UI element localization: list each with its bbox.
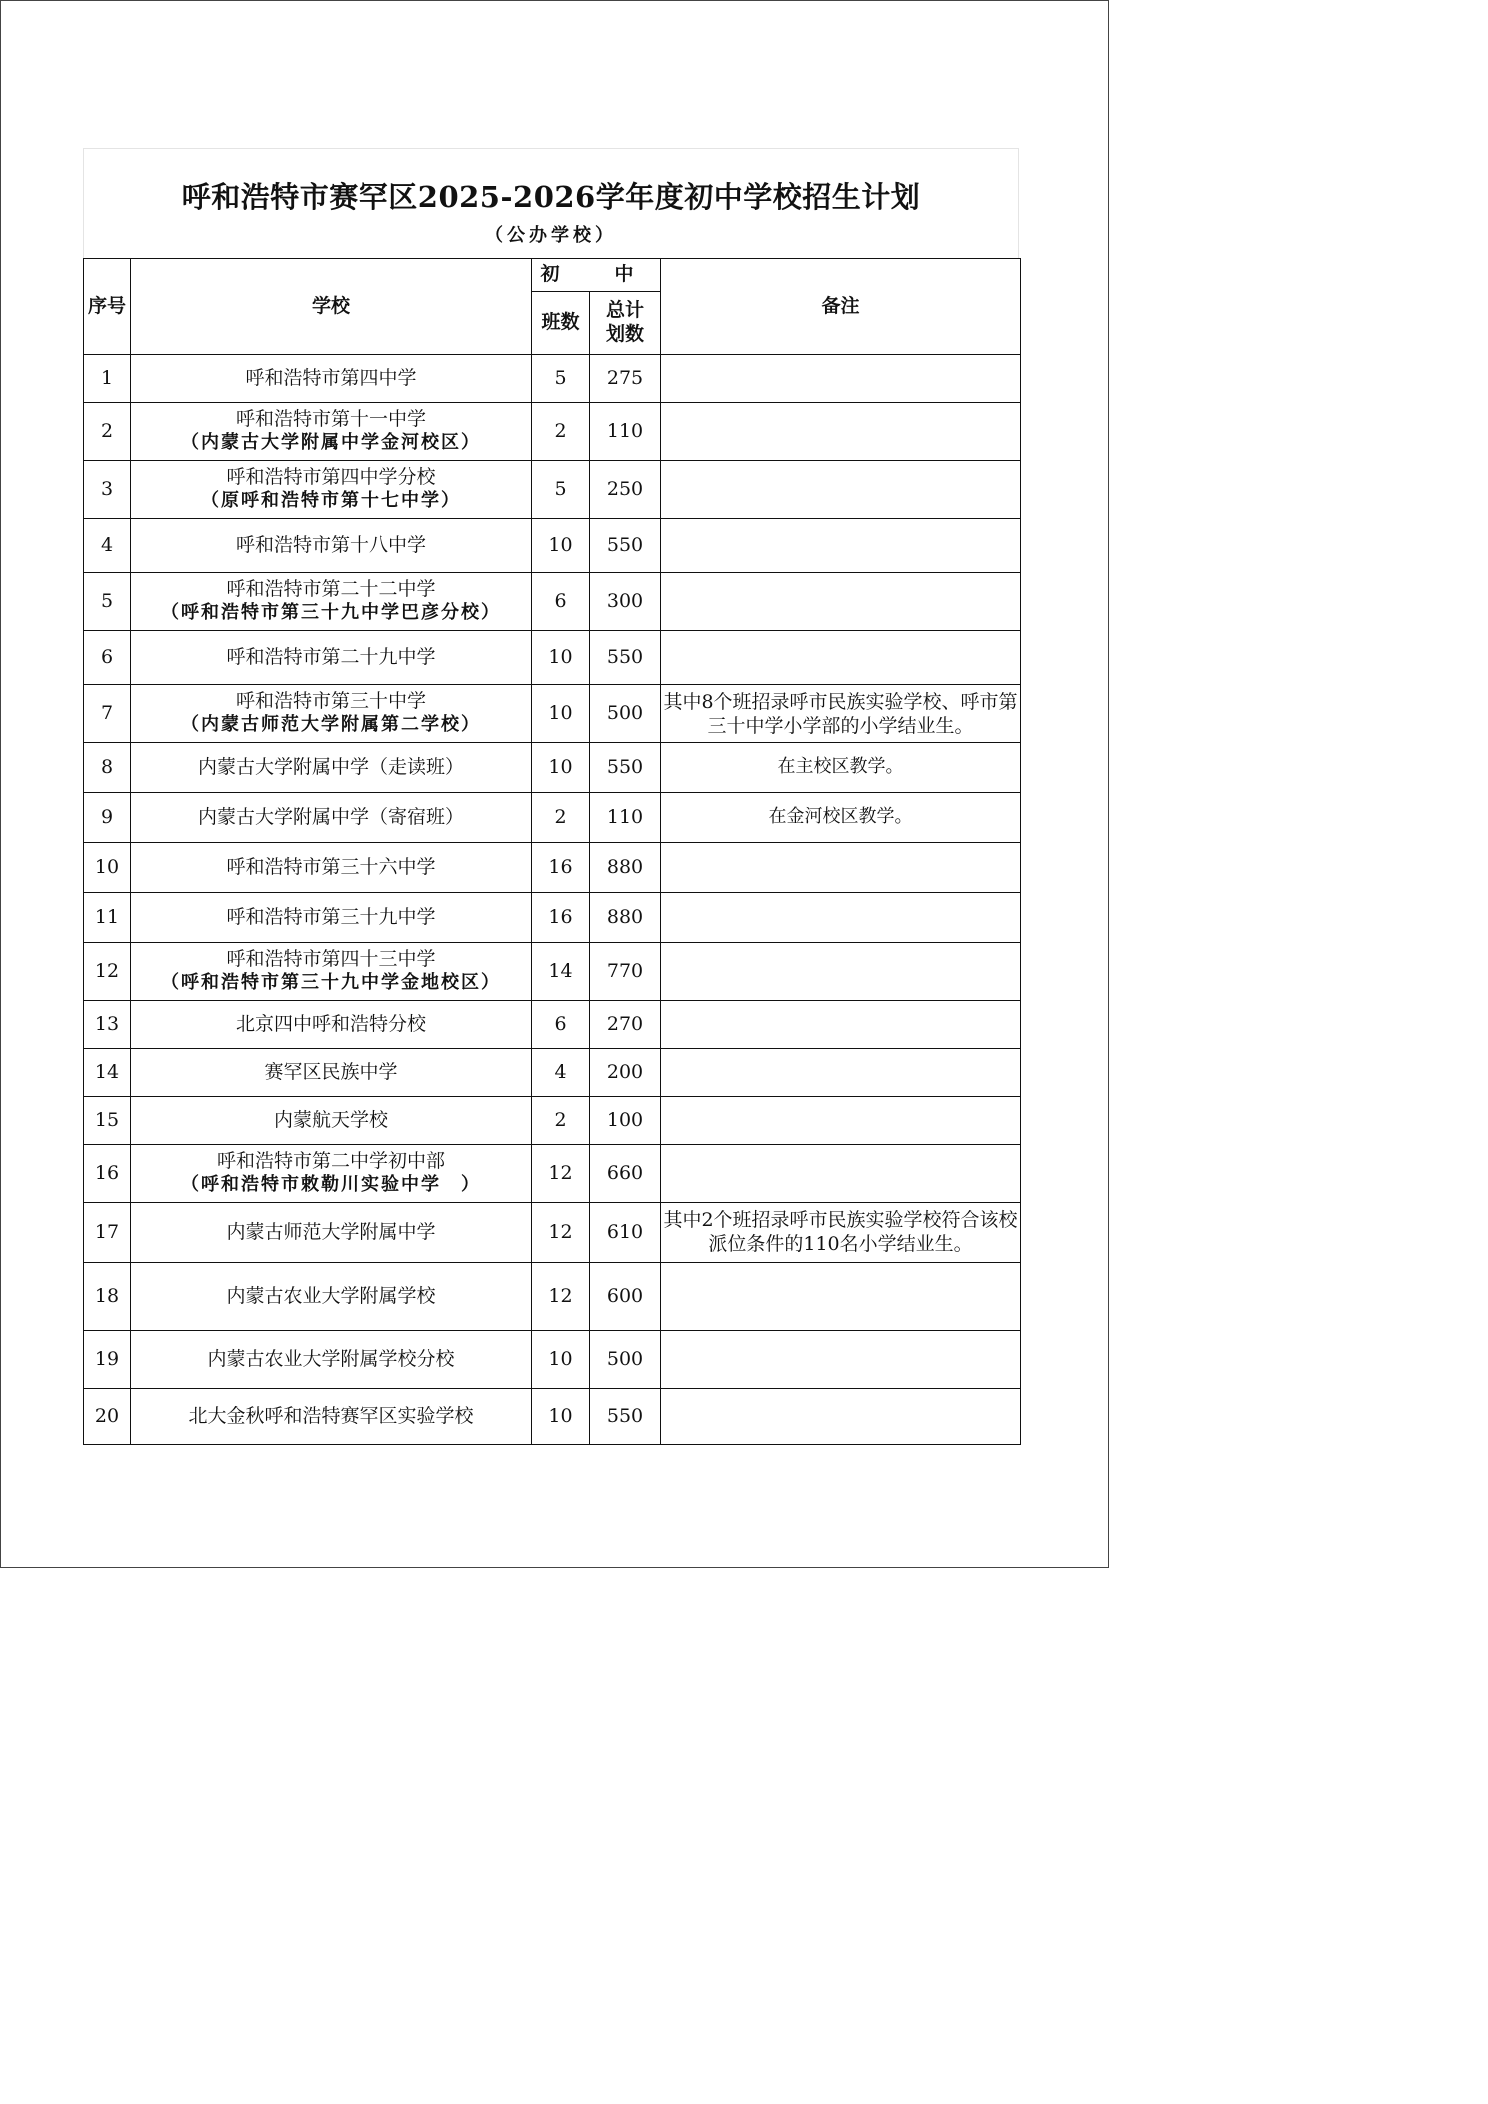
row-total: 880: [590, 893, 661, 943]
school-name: 呼和浩特市第三十中学: [235, 690, 426, 713]
row-total: 100: [590, 1097, 661, 1145]
table-row: [84, 573, 1021, 631]
row-remarks: 在金河校区教学。: [661, 793, 1021, 843]
row-remarks: [661, 943, 1021, 1001]
row-seq: 19: [84, 1331, 131, 1389]
row-seq: 11: [84, 893, 131, 943]
row-total: 300: [590, 573, 661, 631]
row-remarks: [661, 573, 1021, 631]
row-classes: 16: [532, 893, 590, 943]
row-remarks: [661, 1145, 1021, 1203]
row-classes: 16: [532, 843, 590, 893]
row-seq: 10: [84, 843, 131, 893]
row-school: [131, 461, 532, 519]
header-total: [590, 292, 661, 355]
table-row: [84, 1203, 1021, 1263]
table-row: [84, 1263, 1021, 1331]
row-remarks: [661, 355, 1021, 403]
row-total: 200: [590, 1049, 661, 1097]
row-classes: 6: [532, 573, 590, 631]
table-row: [84, 685, 1021, 743]
row-seq: 4: [84, 519, 131, 573]
row-classes: 10: [532, 685, 590, 743]
row-seq: 16: [84, 1145, 131, 1203]
school-alias: （原呼和浩特市第十七中学）: [201, 490, 461, 512]
row-total: 550: [590, 1389, 661, 1445]
table-row: [84, 403, 1021, 461]
table-row: [84, 893, 1021, 943]
table-row: [84, 793, 1021, 843]
school-name: 内蒙航天学校: [273, 1108, 388, 1131]
row-remarks: 在主校区教学。: [661, 743, 1021, 793]
row-school: [131, 893, 532, 943]
header-total-line2: 划数: [606, 323, 645, 345]
row-seq: 3: [84, 461, 131, 519]
row-school: [131, 1389, 532, 1445]
row-classes: 5: [532, 461, 590, 519]
table-row: [84, 1389, 1021, 1445]
school-name: 内蒙古师范大学附属中学: [226, 1220, 436, 1243]
table-row: [84, 943, 1021, 1001]
row-total: 550: [590, 743, 661, 793]
row-total: 550: [590, 631, 661, 685]
row-school: [131, 843, 532, 893]
row-remarks: [661, 1001, 1021, 1049]
row-total: 610: [590, 1203, 661, 1263]
row-total: 550: [590, 519, 661, 573]
school-name: 内蒙古大学附属中学（走读班）: [197, 755, 464, 778]
school-alias: （呼和浩特市敕勒川实验中学 ）: [181, 1174, 481, 1196]
table-row: [84, 1001, 1021, 1049]
row-total: 600: [590, 1263, 661, 1331]
row-school: [131, 1049, 532, 1097]
row-classes: 12: [532, 1263, 590, 1331]
row-school: [131, 1263, 532, 1331]
row-remarks: [661, 1331, 1021, 1389]
school-name: 呼和浩特市第十八中学: [235, 533, 426, 556]
school-name: 内蒙古农业大学附属学校: [226, 1284, 436, 1307]
row-remarks: [661, 519, 1021, 573]
school-name: 赛罕区民族中学: [264, 1060, 398, 1083]
header-school: 学校: [131, 259, 532, 355]
row-seq: 1: [84, 355, 131, 403]
row-remarks: [661, 631, 1021, 685]
school-name: 呼和浩特市第四十三中学: [226, 948, 436, 971]
table-row: [84, 461, 1021, 519]
row-seq: 20: [84, 1389, 131, 1445]
row-total: 660: [590, 1145, 661, 1203]
row-seq: 13: [84, 1001, 131, 1049]
row-school: [131, 1145, 532, 1203]
table-row: [84, 631, 1021, 685]
row-school: [131, 1001, 532, 1049]
header-total-line1: 总计: [606, 299, 645, 322]
row-total: 250: [590, 461, 661, 519]
row-school: [131, 519, 532, 573]
school-name: 呼和浩特市第二中学初中部: [216, 1150, 445, 1173]
row-classes: 10: [532, 519, 590, 573]
row-remarks: 其中2个班招录呼市民族实验学校符合该校派位条件的110名小学结业生。: [661, 1203, 1021, 1263]
row-seq: 18: [84, 1263, 131, 1331]
school-alias: （呼和浩特市第三十九中学巴彦分校）: [161, 602, 501, 624]
row-seq: 14: [84, 1049, 131, 1097]
school-name: 呼和浩特市第二十九中学: [226, 645, 436, 668]
row-seq: 12: [84, 943, 131, 1001]
row-total: 275: [590, 355, 661, 403]
row-school: [131, 743, 532, 793]
row-total: 770: [590, 943, 661, 1001]
row-classes: 2: [532, 403, 590, 461]
row-school: [131, 573, 532, 631]
table-row: [84, 743, 1021, 793]
row-school: [131, 943, 532, 1001]
row-school: [131, 355, 532, 403]
row-classes: 10: [532, 631, 590, 685]
row-total: 110: [590, 793, 661, 843]
row-classes: 12: [532, 1203, 590, 1263]
row-classes: 5: [532, 355, 590, 403]
row-school: [131, 1331, 532, 1389]
table-row: [84, 355, 1021, 403]
school-name: 呼和浩特市第十一中学: [235, 408, 426, 431]
school-alias: （内蒙古大学附属中学金河校区）: [181, 432, 481, 454]
row-classes: 2: [532, 1097, 590, 1145]
school-name: 呼和浩特市第三十六中学: [226, 855, 436, 878]
row-remarks: [661, 1049, 1021, 1097]
row-classes: 14: [532, 943, 590, 1001]
row-school: [131, 685, 532, 743]
row-seq: 9: [84, 793, 131, 843]
school-name: 北京四中呼和浩特分校: [235, 1012, 426, 1035]
row-total: 500: [590, 685, 661, 743]
school-alias: （呼和浩特市第三十九中学金地校区）: [161, 972, 501, 994]
table-row: [84, 1049, 1021, 1097]
table-row: [84, 1097, 1021, 1145]
row-seq: 5: [84, 573, 131, 631]
school-name: 北大金秋呼和浩特赛罕区实验学校: [188, 1404, 474, 1427]
row-seq: 17: [84, 1203, 131, 1263]
row-seq: 8: [84, 743, 131, 793]
row-remarks: [661, 843, 1021, 893]
table-row: [84, 1331, 1021, 1389]
school-name: 呼和浩特市第三十九中学: [226, 905, 436, 928]
row-remarks: [661, 893, 1021, 943]
school-name: 内蒙古大学附属中学（寄宿班）: [197, 805, 464, 828]
row-seq: 15: [84, 1097, 131, 1145]
header-remarks: 备注: [661, 259, 1021, 355]
table-row: [84, 843, 1021, 893]
row-classes: 6: [532, 1001, 590, 1049]
row-classes: 10: [532, 1389, 590, 1445]
row-classes: 2: [532, 793, 590, 843]
table-body: [84, 355, 1021, 1445]
school-name: 呼和浩特市第二十二中学: [226, 578, 436, 601]
row-school: [131, 793, 532, 843]
row-total: 110: [590, 403, 661, 461]
title-block: [83, 148, 1019, 258]
row-seq: 2: [84, 403, 131, 461]
row-remarks: [661, 1389, 1021, 1445]
row-total: 500: [590, 1331, 661, 1389]
row-remarks: 其中8个班招录呼市民族实验学校、呼市第三十中学小学部的小学结业生。: [661, 685, 1021, 743]
school-name: 呼和浩特市第四中学: [245, 366, 417, 389]
row-school: [131, 403, 532, 461]
page-subtitle: （公办学校）: [485, 225, 617, 246]
row-classes: 12: [532, 1145, 590, 1203]
row-classes: 10: [532, 743, 590, 793]
school-name: 内蒙古农业大学附属学校分校: [207, 1347, 455, 1370]
school-alias: （内蒙古师范大学附属第二学校）: [181, 714, 481, 736]
row-school: [131, 1097, 532, 1145]
table-row: [84, 519, 1021, 573]
row-total: 880: [590, 843, 661, 893]
header-junior: 初 中: [532, 259, 661, 292]
row-seq: 7: [84, 685, 131, 743]
row-remarks: [661, 403, 1021, 461]
page-title: 呼和浩特市赛罕区2025-2026学年度初中学校招生计划: [181, 180, 921, 214]
row-remarks: [661, 1263, 1021, 1331]
header-classes: 班数: [532, 292, 590, 355]
row-classes: 4: [532, 1049, 590, 1097]
header-seq: 序号: [84, 259, 131, 355]
row-school: [131, 631, 532, 685]
table-row: [84, 1145, 1021, 1203]
row-classes: 10: [532, 1331, 590, 1389]
row-total: 270: [590, 1001, 661, 1049]
row-remarks: [661, 1097, 1021, 1145]
school-name: 呼和浩特市第四中学分校: [226, 466, 436, 489]
row-remarks: [661, 461, 1021, 519]
row-seq: 6: [84, 631, 131, 685]
enrollment-table: [83, 258, 1021, 1445]
row-school: [131, 1203, 532, 1263]
